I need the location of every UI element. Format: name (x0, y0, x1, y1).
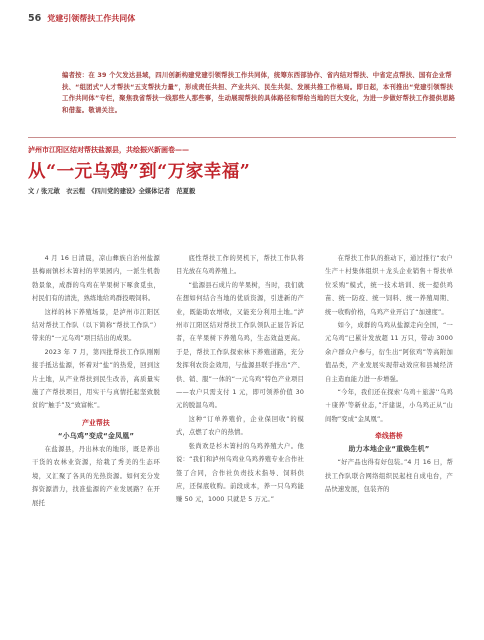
editor-note: 编者按：在 39 个欠发达县域，四川创新构建党建引领帮扶工作共同体，统筹东西部协作、省内结对帮扶、中省定点帮扶、国有企业帮扶、“组团式”人才帮扶“五支帮扶力量”，形成责任共担、产业共兴、民生共促、发展共推工作格局。即日起，本刊推出“党建引领帮扶工作共同体”专栏，聚焦我省帮扶一线那些人那些事，生动展现帮扶的具体路径和帮给当地的巨大变化，为进一步做好帮扶工作提供思路和借鉴。敬请关注。 (62, 71, 456, 114)
subsection-title: “小乌鸡”变成“金凤凰” (57, 431, 135, 440)
article-column-1 (32, 252, 160, 510)
article-byline: 文 / 张元敢 衣云程 《四川党的建设》全媒体记者 范夏毅 (28, 188, 196, 195)
paragraph: 这样的林下养殖场景，是泸州市江阳区结对帮扶工作队（以下简称“帮扶工作队”）带来的“一元乌鸡”项目结出的成果。 (32, 308, 160, 343)
paragraph: “盐源县石成片的苹果树，当时，我们就在想如何结合当地的优质资源，引进新的产业，既能助农增收，又能充分利用土地。”泸州市江阳区结对帮扶工作队领队正显告诉记者，在苹果树下养殖乌鸡，生态效益更高。于是，帮扶工作队探索林下养殖道路，充分发挥利农资金效用，与盐源县联手推出“产、供、销、服”一体的“一元乌鸡”特色产业项目——农户只需支付 1 元，即可领养价值 30 元的脱温乌鸡。 (176, 281, 304, 410)
paragraph: “今年，我们还在探索‘乌鸡＋旅游’‘乌鸡＋康养’等新业态，”汗建说，小乌鸡正从“山间物”变成“金凤凰”。 (325, 389, 453, 423)
paragraph: 在盐源县，丹出林农的地形，既是养出干货的农林业资源，给栽了秀美的生态环境，又汇聚了各具的光热资源。如何充分发挥资源潜力，找准盐源的产业发展路？在开展托 (32, 445, 160, 507)
subsection-kicker: 产业帮扶 (82, 418, 110, 427)
page-number: 56 (28, 12, 42, 24)
paragraph: 这种“订单养殖价，企业保回收”的模式，点燃了农户的热情。 (176, 415, 304, 437)
paragraph: “好产品也得有好包装。”4 月 16 日，帮扶工作队联合网络组织民起柱自成电台，产品快速发展，包装齐的 (325, 459, 453, 494)
paragraph: 在帮扶工作队的推动下，通过推行“农户生产＋村集体组织＋龙头企业销售＋帮扶单位采购”模式，统一技术培训、统一提供鸡苗、统一防疫、统一饲料、统一养殖周期、统一收购价格，乌鸡产业开启了“加速度”。 (325, 255, 453, 316)
paragraph: 如今，成群的乌鸡从盐源走向全国，“一元乌鸡”已累计发放超 11 万只，带动 3000 余户群众户参与，衍生出“阿依鸡”等高附加值品类，产业发展实现带动效应和县城经济自主造血能力进一步增强。 (325, 322, 453, 383)
article-column-3 (325, 252, 453, 497)
section-title: 党建引领帮扶工作共同体 (47, 13, 136, 23)
article-kicker: 泸州市江阳区结对帮扶盐源县，共绘振兴新画卷—— (28, 146, 189, 154)
divider (28, 137, 456, 138)
paragraph: 2023 年 7 月，第四批帮扶工作队刚刚接手抵达盐源，怀着对“盐”的热爱，回到这片土地，从产业帮扶到民生改善，高质量实施了产帮扶项目，用实干与真情托起坚致脱贫的“触手”及“致富帐”。 (32, 348, 160, 410)
article-headline: 从“一元乌鸡”到“万家幸福” (28, 162, 251, 182)
subsection-kicker: 牵线搭桥 (375, 432, 403, 441)
paragraph: 底性帮扶工作的契机下，帮扶工作队将目光放在乌鸡养殖上。 (176, 255, 304, 276)
paragraph: 张尚欢是杉木箐村的乌鸡养殖大户。他说：“我们和泸州乌鸡业乌鸡养殖专业合作社签了合同，合作社负责技术指导、饲料供应，还保底收购。前段成本，养一只乌鸡能赚 50 元，1000 只就是 5 万元。” (176, 442, 304, 504)
article-column-2 (176, 252, 304, 507)
subsection-title: 助力本地企业“重焕生机” (348, 445, 430, 454)
paragraph: 4 月 16 日清晨，凉山彝族自治州盐源县梅雨镇杉木箐村的苹果园内，一派生机勃勃景象，成群的乌鸡在苹果树下啄食觅虫，村民们有的清洗，熟练地给鸡群投喂饲料。 (32, 255, 160, 303)
page-header (28, 11, 135, 25)
